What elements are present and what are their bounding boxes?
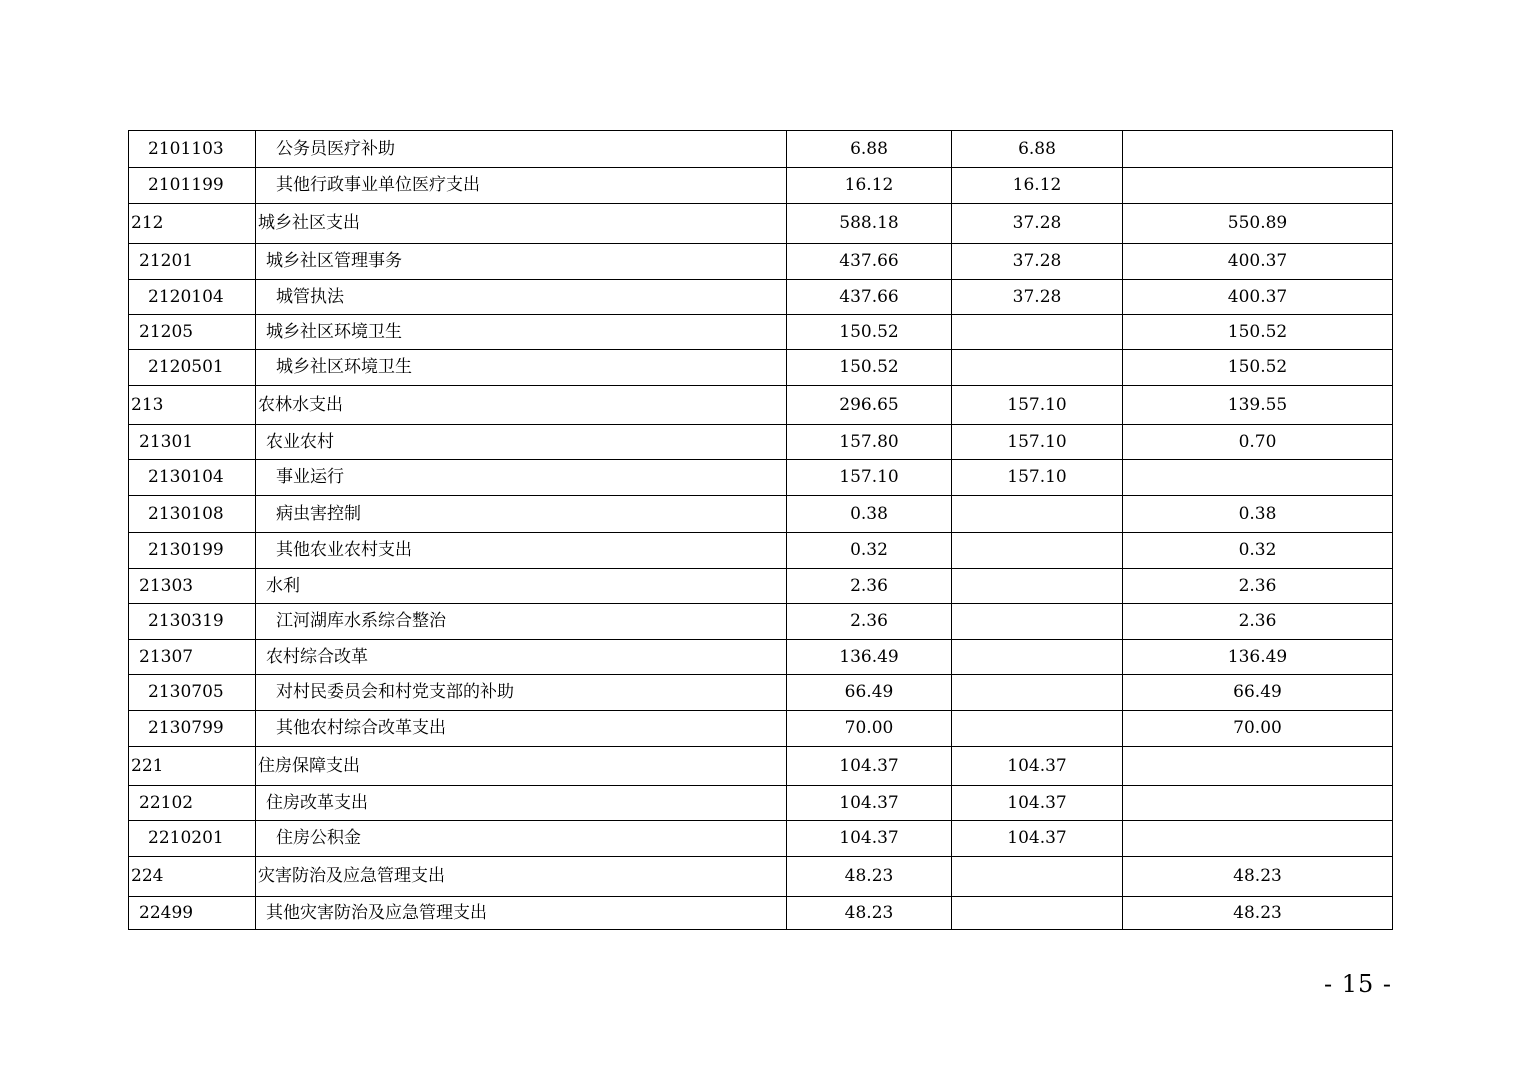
basic-expenditure-cell [952, 350, 1123, 386]
total-amount-cell: 2.36 [787, 604, 952, 640]
subject-code-cell: 2120501 [129, 350, 256, 386]
project-expenditure-cell: 150.52 [1123, 315, 1393, 350]
basic-expenditure-cell [952, 857, 1123, 897]
basic-expenditure-cell: 37.28 [952, 204, 1123, 244]
total-amount-cell: 66.49 [787, 675, 952, 711]
subject-code-cell: 2101103 [129, 131, 256, 168]
basic-expenditure-cell: 37.28 [952, 280, 1123, 315]
subject-name-cell: 公务员医疗补助 [256, 131, 787, 168]
table-row [129, 569, 1393, 604]
basic-expenditure-cell [952, 897, 1123, 930]
basic-expenditure-cell: 104.37 [952, 786, 1123, 821]
subject-code-cell: 213 [129, 386, 256, 425]
basic-expenditure-cell: 157.10 [952, 460, 1123, 496]
table-row [129, 496, 1393, 533]
subject-code-cell: 2101199 [129, 168, 256, 204]
subject-code-cell: 2210201 [129, 821, 256, 857]
basic-expenditure-cell [952, 675, 1123, 711]
subject-name-cell: 城乡社区管理事务 [256, 244, 787, 280]
project-expenditure-cell: 2.36 [1123, 604, 1393, 640]
subject-name-cell: 住房改革支出 [256, 786, 787, 821]
subject-code-cell: 2130319 [129, 604, 256, 640]
subject-name-cell: 事业运行 [256, 460, 787, 496]
project-expenditure-cell: 400.37 [1123, 280, 1393, 315]
subject-name-cell: 城乡社区环境卫生 [256, 315, 787, 350]
basic-expenditure-cell [952, 315, 1123, 350]
basic-expenditure-cell [952, 640, 1123, 675]
subject-code-cell: 2130104 [129, 460, 256, 496]
subject-name-cell: 对村民委员会和村党支部的补助 [256, 675, 787, 711]
table-row [129, 244, 1393, 280]
table-row [129, 640, 1393, 675]
table-row [129, 168, 1393, 204]
table-row [129, 280, 1393, 315]
total-amount-cell: 104.37 [787, 786, 952, 821]
total-amount-cell: 48.23 [787, 897, 952, 930]
total-amount-cell: 136.49 [787, 640, 952, 675]
total-amount-cell: 437.66 [787, 244, 952, 280]
project-expenditure-cell [1123, 460, 1393, 496]
total-amount-cell: 157.10 [787, 460, 952, 496]
subject-code-cell: 2130199 [129, 533, 256, 569]
table-row [129, 386, 1393, 425]
project-expenditure-cell: 150.52 [1123, 350, 1393, 386]
subject-name-cell: 农村综合改革 [256, 640, 787, 675]
subject-name-cell: 农业农村 [256, 425, 787, 460]
table-row [129, 460, 1393, 496]
subject-code-cell: 21205 [129, 315, 256, 350]
total-amount-cell: 588.18 [787, 204, 952, 244]
project-expenditure-cell: 48.23 [1123, 857, 1393, 897]
subject-code-cell: 22102 [129, 786, 256, 821]
subject-name-cell: 住房公积金 [256, 821, 787, 857]
project-expenditure-cell [1123, 786, 1393, 821]
subject-code-cell: 224 [129, 857, 256, 897]
total-amount-cell: 16.12 [787, 168, 952, 204]
table-row [129, 315, 1393, 350]
basic-expenditure-cell: 6.88 [952, 131, 1123, 168]
total-amount-cell: 6.88 [787, 131, 952, 168]
subject-name-cell: 农林水支出 [256, 386, 787, 425]
subject-code-cell: 221 [129, 747, 256, 786]
basic-expenditure-cell: 104.37 [952, 821, 1123, 857]
project-expenditure-cell [1123, 168, 1393, 204]
table-row [129, 786, 1393, 821]
project-expenditure-cell [1123, 821, 1393, 857]
basic-expenditure-cell: 37.28 [952, 244, 1123, 280]
project-expenditure-cell: 139.55 [1123, 386, 1393, 425]
subject-name-cell: 城乡社区支出 [256, 204, 787, 244]
subject-code-cell: 2120104 [129, 280, 256, 315]
subject-code-cell: 21201 [129, 244, 256, 280]
total-amount-cell: 2.36 [787, 569, 952, 604]
total-amount-cell: 0.38 [787, 496, 952, 533]
subject-name-cell: 灾害防治及应急管理支出 [256, 857, 787, 897]
subject-name-cell: 其他灾害防治及应急管理支出 [256, 897, 787, 930]
subject-code-cell: 21303 [129, 569, 256, 604]
project-expenditure-cell: 400.37 [1123, 244, 1393, 280]
subject-name-cell: 其他行政事业单位医疗支出 [256, 168, 787, 204]
subject-code-cell: 22499 [129, 897, 256, 930]
project-expenditure-cell: 550.89 [1123, 204, 1393, 244]
subject-code-cell: 2130108 [129, 496, 256, 533]
table-row [129, 204, 1393, 244]
project-expenditure-cell: 0.38 [1123, 496, 1393, 533]
total-amount-cell: 296.65 [787, 386, 952, 425]
subject-name-cell: 其他农业农村支出 [256, 533, 787, 569]
table-row [129, 897, 1393, 930]
table-row [129, 533, 1393, 569]
total-amount-cell: 150.52 [787, 315, 952, 350]
basic-expenditure-cell [952, 533, 1123, 569]
subject-code-cell: 212 [129, 204, 256, 244]
project-expenditure-cell: 136.49 [1123, 640, 1393, 675]
table-row [129, 747, 1393, 786]
project-expenditure-cell: 0.70 [1123, 425, 1393, 460]
table-row [129, 821, 1393, 857]
table-row [129, 350, 1393, 386]
subject-name-cell: 住房保障支出 [256, 747, 787, 786]
total-amount-cell: 0.32 [787, 533, 952, 569]
project-expenditure-cell [1123, 131, 1393, 168]
table-row [129, 604, 1393, 640]
subject-code-cell: 2130799 [129, 711, 256, 747]
table-row [129, 857, 1393, 897]
subject-name-cell: 病虫害控制 [256, 496, 787, 533]
basic-expenditure-cell [952, 569, 1123, 604]
total-amount-cell: 104.37 [787, 821, 952, 857]
project-expenditure-cell: 0.32 [1123, 533, 1393, 569]
subject-code-cell: 21307 [129, 640, 256, 675]
project-expenditure-cell: 2.36 [1123, 569, 1393, 604]
budget-expenditure-table [128, 130, 1393, 930]
subject-name-cell: 其他农村综合改革支出 [256, 711, 787, 747]
total-amount-cell: 157.80 [787, 425, 952, 460]
table-row [129, 711, 1393, 747]
subject-name-cell: 城乡社区环境卫生 [256, 350, 787, 386]
total-amount-cell: 70.00 [787, 711, 952, 747]
basic-expenditure-cell [952, 604, 1123, 640]
table-body [129, 131, 1393, 930]
total-amount-cell: 48.23 [787, 857, 952, 897]
subject-name-cell: 江河湖库水系综合整治 [256, 604, 787, 640]
subject-name-cell: 城管执法 [256, 280, 787, 315]
basic-expenditure-cell: 16.12 [952, 168, 1123, 204]
table-row [129, 425, 1393, 460]
total-amount-cell: 437.66 [787, 280, 952, 315]
page-number: - 15 - [1323, 970, 1392, 998]
basic-expenditure-cell [952, 711, 1123, 747]
basic-expenditure-cell: 157.10 [952, 425, 1123, 460]
project-expenditure-cell: 66.49 [1123, 675, 1393, 711]
basic-expenditure-cell [952, 496, 1123, 533]
table-row [129, 131, 1393, 168]
subject-code-cell: 2130705 [129, 675, 256, 711]
project-expenditure-cell [1123, 747, 1393, 786]
project-expenditure-cell: 70.00 [1123, 711, 1393, 747]
total-amount-cell: 150.52 [787, 350, 952, 386]
basic-expenditure-cell: 104.37 [952, 747, 1123, 786]
table-row [129, 675, 1393, 711]
subject-code-cell: 21301 [129, 425, 256, 460]
subject-name-cell: 水利 [256, 569, 787, 604]
basic-expenditure-cell: 157.10 [952, 386, 1123, 425]
project-expenditure-cell: 48.23 [1123, 897, 1393, 930]
total-amount-cell: 104.37 [787, 747, 952, 786]
